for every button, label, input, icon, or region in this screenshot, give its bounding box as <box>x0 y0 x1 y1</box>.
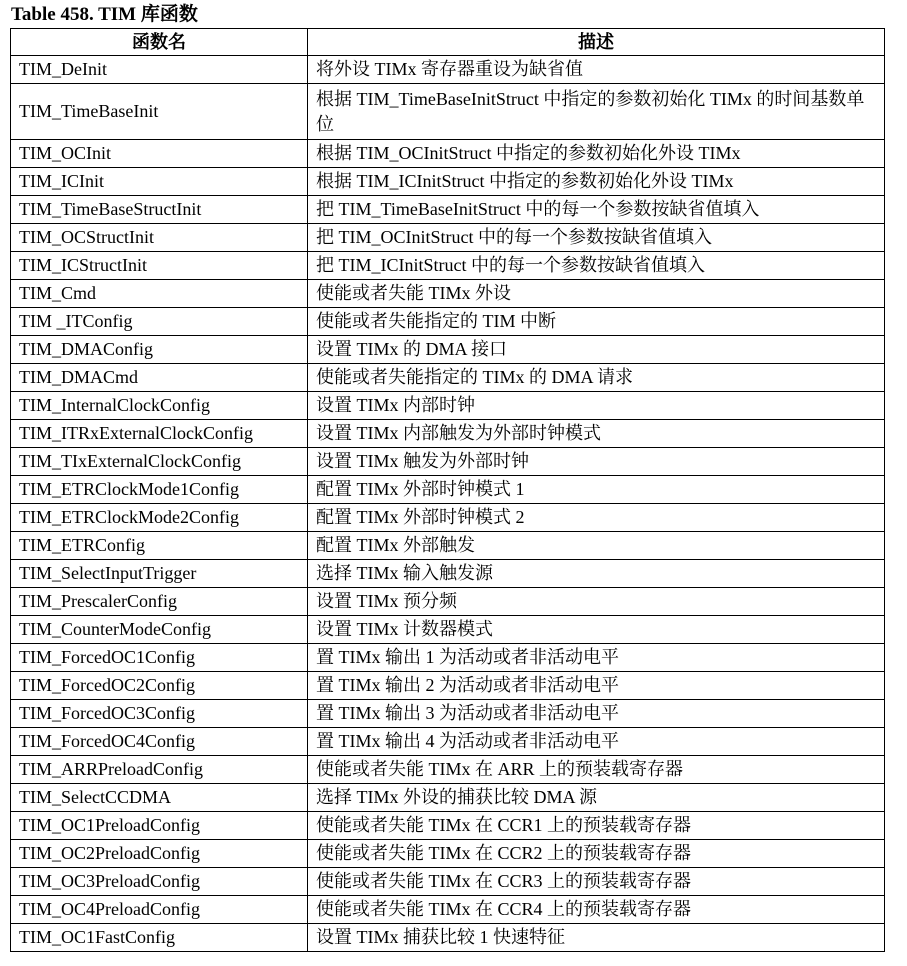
function-table <box>10 28 885 952</box>
column-header-description: 描述 <box>308 29 885 56</box>
description-cell: 使能或者失能 TIMx 在 CCR2 上的预装载寄存器 <box>308 840 885 868</box>
table-row <box>11 644 885 672</box>
table-row <box>11 252 885 280</box>
function-name-cell: TIM_PrescalerConfig <box>11 588 308 616</box>
table-row <box>11 672 885 700</box>
description-cell: 置 TIMx 输出 2 为活动或者非活动电平 <box>308 672 885 700</box>
function-name-cell: TIM_DMACmd <box>11 364 308 392</box>
table-header-row <box>11 29 885 56</box>
function-name-cell: TIM _ITConfig <box>11 308 308 336</box>
function-name-cell: TIM_SelectInputTrigger <box>11 560 308 588</box>
description-cell: 设置 TIMx 捕获比较 1 快速特征 <box>308 924 885 952</box>
description-cell: 根据 TIM_ICInitStruct 中指定的参数初始化外设 TIMx <box>308 168 885 196</box>
description-cell: 置 TIMx 输出 3 为活动或者非活动电平 <box>308 700 885 728</box>
function-name-cell: TIM_ARRPreloadConfig <box>11 756 308 784</box>
function-name-cell: TIM_ETRConfig <box>11 532 308 560</box>
description-cell: 将外设 TIMx 寄存器重设为缺省值 <box>308 56 885 84</box>
table-row <box>11 868 885 896</box>
table-row <box>11 448 885 476</box>
function-name-cell: TIM_ForcedOC3Config <box>11 700 308 728</box>
function-name-cell: TIM_OC4PreloadConfig <box>11 896 308 924</box>
description-cell: 设置 TIMx 内部触发为外部时钟模式 <box>308 420 885 448</box>
table-row <box>11 280 885 308</box>
table-row <box>11 84 885 140</box>
table-row <box>11 56 885 84</box>
description-cell: 配置 TIMx 外部触发 <box>308 532 885 560</box>
table-row <box>11 476 885 504</box>
function-name-cell: TIM_ForcedOC1Config <box>11 644 308 672</box>
description-cell: 置 TIMx 输出 1 为活动或者非活动电平 <box>308 644 885 672</box>
description-cell: 把 TIM_ICInitStruct 中的每一个参数按缺省值填入 <box>308 252 885 280</box>
description-cell: 使能或者失能 TIMx 在 CCR4 上的预装载寄存器 <box>308 896 885 924</box>
description-cell: 配置 TIMx 外部时钟模式 2 <box>308 504 885 532</box>
description-cell: 使能或者失能 TIMx 在 CCR3 上的预装载寄存器 <box>308 868 885 896</box>
function-name-cell: TIM_InternalClockConfig <box>11 392 308 420</box>
function-name-cell: TIM_Cmd <box>11 280 308 308</box>
function-name-cell: TIM_DeInit <box>11 56 308 84</box>
table-row <box>11 588 885 616</box>
table-row <box>11 784 885 812</box>
function-name-cell: TIM_ITRxExternalClockConfig <box>11 420 308 448</box>
table-row <box>11 336 885 364</box>
function-name-cell: TIM_ForcedOC4Config <box>11 728 308 756</box>
description-cell: 置 TIMx 输出 4 为活动或者非活动电平 <box>308 728 885 756</box>
table-row <box>11 420 885 448</box>
description-cell: 选择 TIMx 输入触发源 <box>308 560 885 588</box>
table-row <box>11 616 885 644</box>
description-cell: 设置 TIMx 计数器模式 <box>308 616 885 644</box>
function-name-cell: TIM_OCStructInit <box>11 224 308 252</box>
function-name-cell: TIM_ForcedOC2Config <box>11 672 308 700</box>
description-cell: 把 TIM_OCInitStruct 中的每一个参数按缺省值填入 <box>308 224 885 252</box>
description-cell: 设置 TIMx 触发为外部时钟 <box>308 448 885 476</box>
function-name-cell: TIM_CounterModeConfig <box>11 616 308 644</box>
table-row <box>11 504 885 532</box>
description-cell: 把 TIM_TimeBaseInitStruct 中的每一个参数按缺省值填入 <box>308 196 885 224</box>
table-row <box>11 196 885 224</box>
table-row <box>11 812 885 840</box>
function-name-cell: TIM_ICStructInit <box>11 252 308 280</box>
function-name-cell: TIM_OC2PreloadConfig <box>11 840 308 868</box>
function-name-cell: TIM_TimeBaseInit <box>11 84 308 140</box>
table-row <box>11 532 885 560</box>
table-row <box>11 308 885 336</box>
column-header-function-name: 函数名 <box>11 29 308 56</box>
function-name-cell: TIM_OC1FastConfig <box>11 924 308 952</box>
table-row <box>11 224 885 252</box>
description-cell: 选择 TIMx 外设的捕获比较 DMA 源 <box>308 784 885 812</box>
table-row <box>11 896 885 924</box>
table-row <box>11 924 885 952</box>
function-name-cell: TIM_OC1PreloadConfig <box>11 812 308 840</box>
function-name-cell: TIM_ETRClockMode1Config <box>11 476 308 504</box>
description-cell: 使能或者失能 TIMx 外设 <box>308 280 885 308</box>
table-row <box>11 840 885 868</box>
function-name-cell: TIM_DMAConfig <box>11 336 308 364</box>
description-cell: 根据 TIM_TimeBaseInitStruct 中指定的参数初始化 TIMx 的时间基数单位 <box>308 84 885 140</box>
function-name-cell: TIM_ICInit <box>11 168 308 196</box>
table-row <box>11 728 885 756</box>
description-cell: 使能或者失能 TIMx 在 CCR1 上的预装载寄存器 <box>308 812 885 840</box>
function-name-cell: TIM_TIxExternalClockConfig <box>11 448 308 476</box>
function-name-cell: TIM_TimeBaseStructInit <box>11 196 308 224</box>
description-cell: 根据 TIM_OCInitStruct 中指定的参数初始化外设 TIMx <box>308 140 885 168</box>
table-row <box>11 168 885 196</box>
description-cell: 使能或者失能 TIMx 在 ARR 上的预装载寄存器 <box>308 756 885 784</box>
table-caption: Table 458. TIM 库函数 <box>11 4 198 25</box>
table-row <box>11 392 885 420</box>
table-row <box>11 560 885 588</box>
table-row <box>11 140 885 168</box>
table-row <box>11 700 885 728</box>
function-name-cell: TIM_SelectCCDMA <box>11 784 308 812</box>
table-row <box>11 364 885 392</box>
table-row <box>11 756 885 784</box>
description-cell: 配置 TIMx 外部时钟模式 1 <box>308 476 885 504</box>
description-cell: 使能或者失能指定的 TIM 中断 <box>308 308 885 336</box>
description-cell: 使能或者失能指定的 TIMx 的 DMA 请求 <box>308 364 885 392</box>
function-name-cell: TIM_ETRClockMode2Config <box>11 504 308 532</box>
description-cell: 设置 TIMx 预分频 <box>308 588 885 616</box>
table-body <box>11 56 885 952</box>
description-cell: 设置 TIMx 的 DMA 接口 <box>308 336 885 364</box>
function-name-cell: TIM_OC3PreloadConfig <box>11 868 308 896</box>
description-cell: 设置 TIMx 内部时钟 <box>308 392 885 420</box>
function-name-cell: TIM_OCInit <box>11 140 308 168</box>
